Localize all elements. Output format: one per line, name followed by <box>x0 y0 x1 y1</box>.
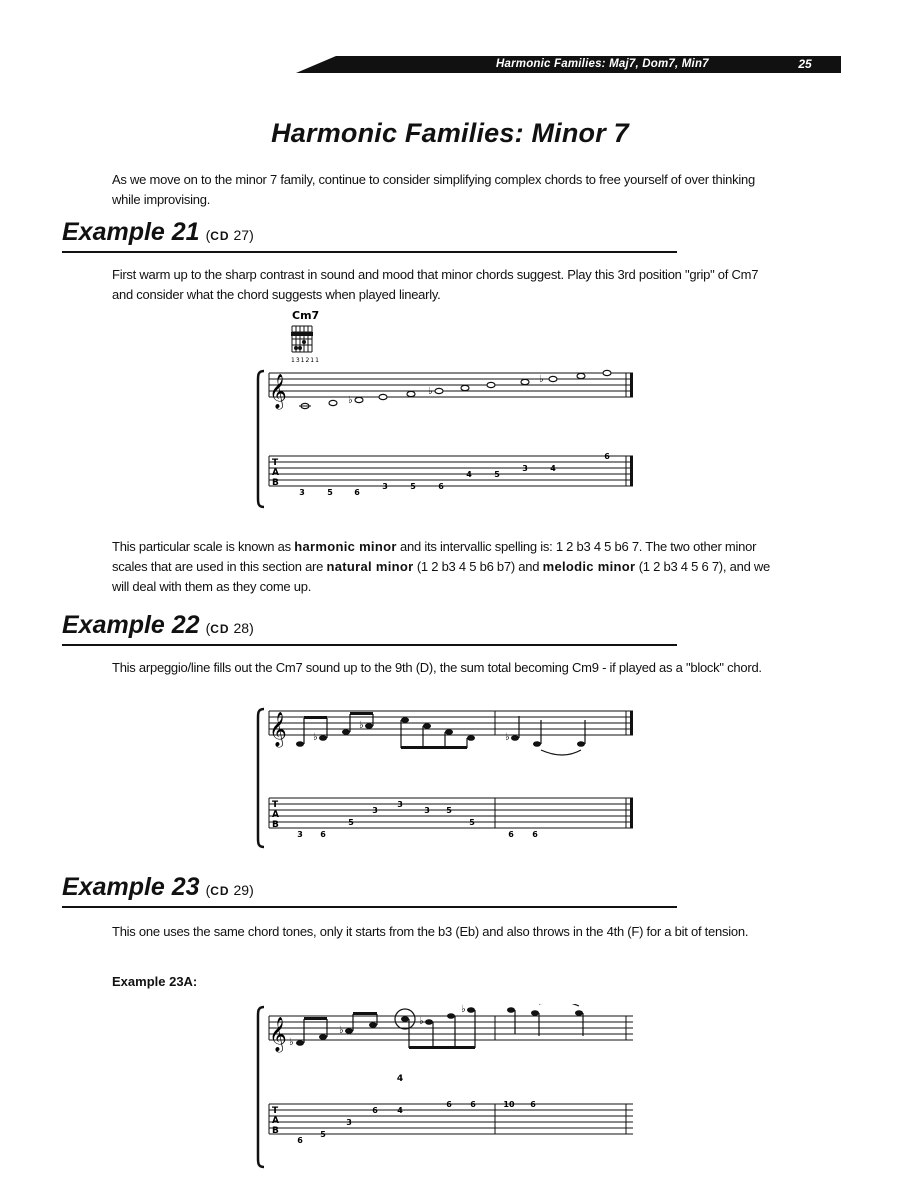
tab-number: 4 <box>397 1106 403 1115</box>
tab-clef <box>272 800 279 830</box>
example-21-notation <box>255 368 640 510</box>
tab-number: 4 <box>466 470 472 479</box>
svg-text:T: T <box>272 458 279 468</box>
tab-number: 5 <box>494 470 500 479</box>
svg-text:♭: ♭ <box>339 1025 344 1036</box>
chord-fingering: 131211 <box>291 357 320 364</box>
chord-name: Cm7 <box>292 309 320 322</box>
svg-text:B: B <box>272 478 279 488</box>
svg-text:A: A <box>272 468 279 478</box>
example-21-text: First warm up to the sharp contrast in sound and mood that minor chords suggest. Play this 3rd position "grip" of Cm7 and consider what the chord suggests when played linearly. <box>112 267 759 302</box>
svg-text:A: A <box>272 810 279 820</box>
tab-number: 3 <box>382 482 388 491</box>
tab-number: 3 <box>299 488 305 497</box>
svg-text:T: T <box>272 1106 279 1116</box>
treble-clef-icon: 𝄞 <box>269 374 287 409</box>
tab-number: 6 <box>297 1136 303 1145</box>
example-21-heading <box>62 218 677 253</box>
page-title: Harmonic Families: Minor 7 <box>271 118 629 148</box>
tab-number: 3 <box>424 806 430 815</box>
example-23a-notation <box>255 1004 640 1170</box>
tab-clef <box>272 458 279 488</box>
svg-text:♭: ♭ <box>505 732 510 743</box>
svg-text:B: B <box>272 820 279 830</box>
svg-text:♭: ♭ <box>539 374 544 385</box>
cd-reference: (CD 28) <box>205 620 254 636</box>
treble-clef-icon: 𝄞 <box>269 712 287 747</box>
example-title: Example 21 <box>62 218 200 246</box>
svg-text:♭: ♭ <box>359 720 364 731</box>
tab-number: 5 <box>446 806 452 815</box>
tab-number: 6 <box>354 488 360 497</box>
treble-clef-icon: 𝄞 <box>269 1017 287 1052</box>
above-staff-number: 4 <box>396 1074 404 1084</box>
cd-reference: (CD 27) <box>205 227 254 243</box>
tab-number: 6 <box>532 830 538 839</box>
svg-text:♭: ♭ <box>289 1037 294 1048</box>
tab-number: 10 <box>503 1100 515 1109</box>
tab-number: 3 <box>372 806 378 815</box>
example-22-heading <box>62 611 677 646</box>
example-23-text: This one uses the same chord tones, only it starts from the b3 (Eb) and also throws in the 4th (F) for a bit of tension. <box>112 924 749 939</box>
svg-text:♭: ♭ <box>313 732 318 743</box>
tab-number: 6 <box>604 452 610 461</box>
svg-text:♭: ♭ <box>428 386 433 397</box>
page-number: 25 <box>798 57 812 71</box>
example-23a-label: Example 23A: <box>112 974 198 989</box>
example-23-heading <box>62 873 677 908</box>
tab-number: 6 <box>372 1106 378 1115</box>
svg-text:♭: ♭ <box>461 1004 466 1015</box>
tab-number: 6 <box>320 830 326 839</box>
tab-clef <box>272 1106 279 1136</box>
cd-reference: (CD 29) <box>205 882 254 898</box>
chord-diagram-cm7 <box>286 308 332 370</box>
svg-text:B: B <box>272 1126 279 1136</box>
example-22-text: This arpeggio/line fills out the Cm7 sound up to the 9th (D), the sum total becoming Cm9 - if played as a "block" chord. <box>112 660 762 675</box>
scale-paragraph: This particular scale is known as harmonic minor and its intervallic spelling is: 1 2 b3 4 5 b6 7. The two other minor scales that are used in this section are natural minor (1 2 b3 4 5 b6 b7) and melodic minor (1 2 b3 4 5 6 7), and we will deal with them as they come up. <box>112 539 771 594</box>
example-22-notation <box>255 706 640 850</box>
tab-number: 6 <box>446 1100 452 1109</box>
tab-number: 6 <box>530 1100 536 1109</box>
svg-text:A: A <box>272 1116 279 1126</box>
tab-number: 6 <box>508 830 514 839</box>
tab-number: 5 <box>320 1130 326 1139</box>
example-title: Example 23 <box>62 873 200 901</box>
tab-number: 3 <box>297 830 303 839</box>
tab-number: 3 <box>522 464 528 473</box>
intro-paragraph: As we move on to the minor 7 family, continue to consider simplifying complex chords to free yourself of over thinking while improvising. <box>112 172 755 207</box>
svg-text:T: T <box>272 800 279 810</box>
tab-number: 5 <box>469 818 475 827</box>
tab-number: 3 <box>397 800 403 809</box>
tab-number: 4 <box>550 464 556 473</box>
tab-number: 5 <box>327 488 333 497</box>
tab-number: 3 <box>346 1118 352 1127</box>
tab-number: 5 <box>348 818 354 827</box>
svg-text:♭: ♭ <box>419 1016 424 1027</box>
example-title: Example 22 <box>62 611 200 639</box>
tab-number: 5 <box>410 482 416 491</box>
running-header: Harmonic Families: Maj7, Dom7, Min7 <box>496 58 709 70</box>
svg-text:♭: ♭ <box>348 395 353 406</box>
tab-number: 6 <box>470 1100 476 1109</box>
tab-number: 6 <box>438 482 444 491</box>
